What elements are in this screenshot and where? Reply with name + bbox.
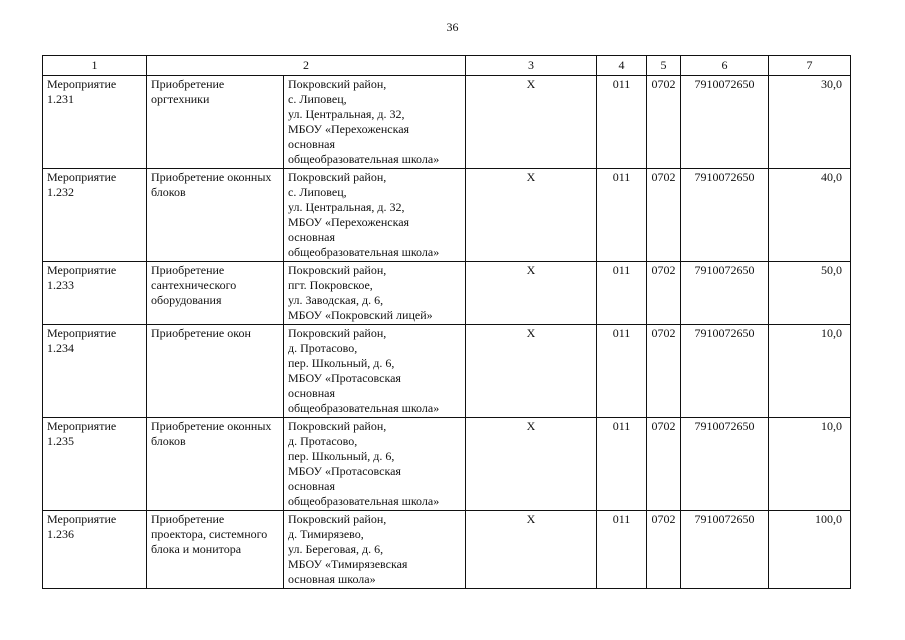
cell-col3: X [466, 262, 597, 325]
cell-col7: 40,0 [769, 169, 851, 262]
cell-col3: X [466, 325, 597, 418]
address-cell-line: ул. Береговая, д. 6, [288, 542, 384, 556]
column-header-1: 1 [43, 56, 147, 76]
address-cell [284, 418, 466, 511]
table-row [43, 262, 851, 325]
address-cell-line: д. Тимирязево, [288, 527, 364, 541]
address-cell-line: пгт. Покровское, [288, 278, 373, 292]
event-cell [43, 325, 147, 418]
item-name-cell-line: сантехнического [151, 278, 237, 292]
item-name-cell [147, 511, 284, 589]
table-row [43, 511, 851, 589]
cell-col3: X [466, 418, 597, 511]
item-name-cell-line: Приобретение [151, 512, 225, 526]
cell-col4: 011 [597, 76, 647, 169]
item-name-cell [147, 325, 284, 418]
column-header-6: 6 [681, 56, 769, 76]
table-body [43, 76, 851, 589]
item-name-cell [147, 418, 284, 511]
cell-col6: 7910072650 [681, 169, 769, 262]
item-name-cell-line: оргтехники [151, 92, 210, 106]
address-cell [284, 76, 466, 169]
address-cell-line: МБОУ «Тимирязевская [288, 557, 408, 571]
cell-col3: X [466, 169, 597, 262]
event-cell [43, 418, 147, 511]
table-row [43, 76, 851, 169]
address-cell [284, 169, 466, 262]
cell-col5: 0702 [647, 325, 681, 418]
cell-col7: 30,0 [769, 76, 851, 169]
column-header-5: 5 [647, 56, 681, 76]
address-cell-line: д. Протасово, [288, 341, 358, 355]
address-cell-line: общеобразовательная школа» [288, 152, 440, 166]
event-cell [43, 169, 147, 262]
address-cell-line: МБОУ «Перехоженская [288, 122, 410, 136]
item-name-cell-line: блоков [151, 185, 186, 199]
event-cell-line: Мероприятие [47, 263, 117, 277]
cell-col4: 011 [597, 262, 647, 325]
item-name-cell-line: блоков [151, 434, 186, 448]
event-cell [43, 76, 147, 169]
cell-col4: 011 [597, 418, 647, 511]
item-name-cell-line: Приобретение оконных [151, 419, 272, 433]
address-cell-line: ул. Заводская, д. 6, [288, 293, 384, 307]
cell-col6: 7910072650 [681, 325, 769, 418]
address-cell-line: ул. Центральная, д. 32, [288, 107, 405, 121]
cell-col7: 10,0 [769, 325, 851, 418]
item-name-cell-line: Приобретение оконных [151, 170, 272, 184]
address-cell-line: Покровский район, [288, 77, 387, 91]
table-header-row [43, 56, 851, 76]
item-name-cell [147, 262, 284, 325]
event-cell-line: Мероприятие [47, 419, 117, 433]
event-cell [43, 511, 147, 589]
cell-col6: 7910072650 [681, 511, 769, 589]
address-cell-line: Покровский район, [288, 170, 387, 184]
item-name-cell-line: Приобретение окон [151, 326, 251, 340]
address-cell-line: МБОУ «Протасовская [288, 464, 401, 478]
address-cell [284, 262, 466, 325]
item-name-cell-line: оборудования [151, 293, 222, 307]
event-cell-line: Мероприятие [47, 326, 117, 340]
event-cell-line: Мероприятие [47, 170, 117, 184]
address-cell-line: основная [288, 230, 335, 244]
event-cell-line: Мероприятие [47, 512, 117, 526]
column-header-7: 7 [769, 56, 851, 76]
cell-col3: X [466, 511, 597, 589]
budget-table [42, 55, 851, 589]
address-cell-line: пер. Школьный, д. 6, [288, 356, 395, 370]
cell-col6: 7910072650 [681, 418, 769, 511]
cell-col6: 7910072650 [681, 76, 769, 169]
address-cell-line: Покровский район, [288, 263, 387, 277]
address-cell-line: общеобразовательная школа» [288, 401, 440, 415]
address-cell-line: основная [288, 137, 335, 151]
column-header-2: 2 [147, 56, 466, 76]
table-row [43, 418, 851, 511]
address-cell-line: общеобразовательная школа» [288, 494, 440, 508]
cell-col6: 7910072650 [681, 262, 769, 325]
address-cell-line: с. Липовец, [288, 185, 347, 199]
event-cell-line: Мероприятие [47, 77, 117, 91]
address-cell-line: МБОУ «Перехоженская [288, 215, 410, 229]
address-cell-line: Покровский район, [288, 326, 387, 340]
cell-col3: X [466, 76, 597, 169]
address-cell-line: МБОУ «Протасовская [288, 371, 401, 385]
table-row [43, 169, 851, 262]
item-name-cell [147, 169, 284, 262]
address-cell-line: МБОУ «Покровский лицей» [288, 308, 433, 322]
address-cell-line: основная [288, 386, 335, 400]
item-name-cell-line: Приобретение [151, 263, 225, 277]
event-cell-line: 1.231 [47, 92, 74, 106]
cell-col5: 0702 [647, 511, 681, 589]
address-cell-line: общеобразовательная школа» [288, 245, 440, 259]
address-cell-line: Покровский район, [288, 419, 387, 433]
event-cell [43, 262, 147, 325]
event-cell-line: 1.232 [47, 185, 74, 199]
address-cell-line: д. Протасово, [288, 434, 358, 448]
column-header-4: 4 [597, 56, 647, 76]
cell-col5: 0702 [647, 262, 681, 325]
cell-col4: 011 [597, 169, 647, 262]
address-cell [284, 325, 466, 418]
item-name-cell [147, 76, 284, 169]
cell-col5: 0702 [647, 418, 681, 511]
column-header-3: 3 [466, 56, 597, 76]
address-cell-line: с. Липовец, [288, 92, 347, 106]
event-cell-line: 1.236 [47, 527, 74, 541]
address-cell-line: основная [288, 479, 335, 493]
cell-col4: 011 [597, 511, 647, 589]
event-cell-line: 1.234 [47, 341, 74, 355]
table-row [43, 325, 851, 418]
item-name-cell-line: Приобретение [151, 77, 225, 91]
item-name-cell-line: проектора, системного [151, 527, 268, 541]
cell-col7: 100,0 [769, 511, 851, 589]
event-cell-line: 1.233 [47, 278, 74, 292]
cell-col5: 0702 [647, 76, 681, 169]
address-cell-line: основная школа» [288, 572, 376, 586]
item-name-cell-line: блока и монитора [151, 542, 242, 556]
address-cell [284, 511, 466, 589]
address-cell-line: Покровский район, [288, 512, 387, 526]
cell-col5: 0702 [647, 169, 681, 262]
cell-col4: 011 [597, 325, 647, 418]
cell-col7: 10,0 [769, 418, 851, 511]
address-cell-line: ул. Центральная, д. 32, [288, 200, 405, 214]
cell-col7: 50,0 [769, 262, 851, 325]
page-number: 36 [446, 20, 459, 34]
address-cell-line: пер. Школьный, д. 6, [288, 449, 395, 463]
event-cell-line: 1.235 [47, 434, 74, 448]
